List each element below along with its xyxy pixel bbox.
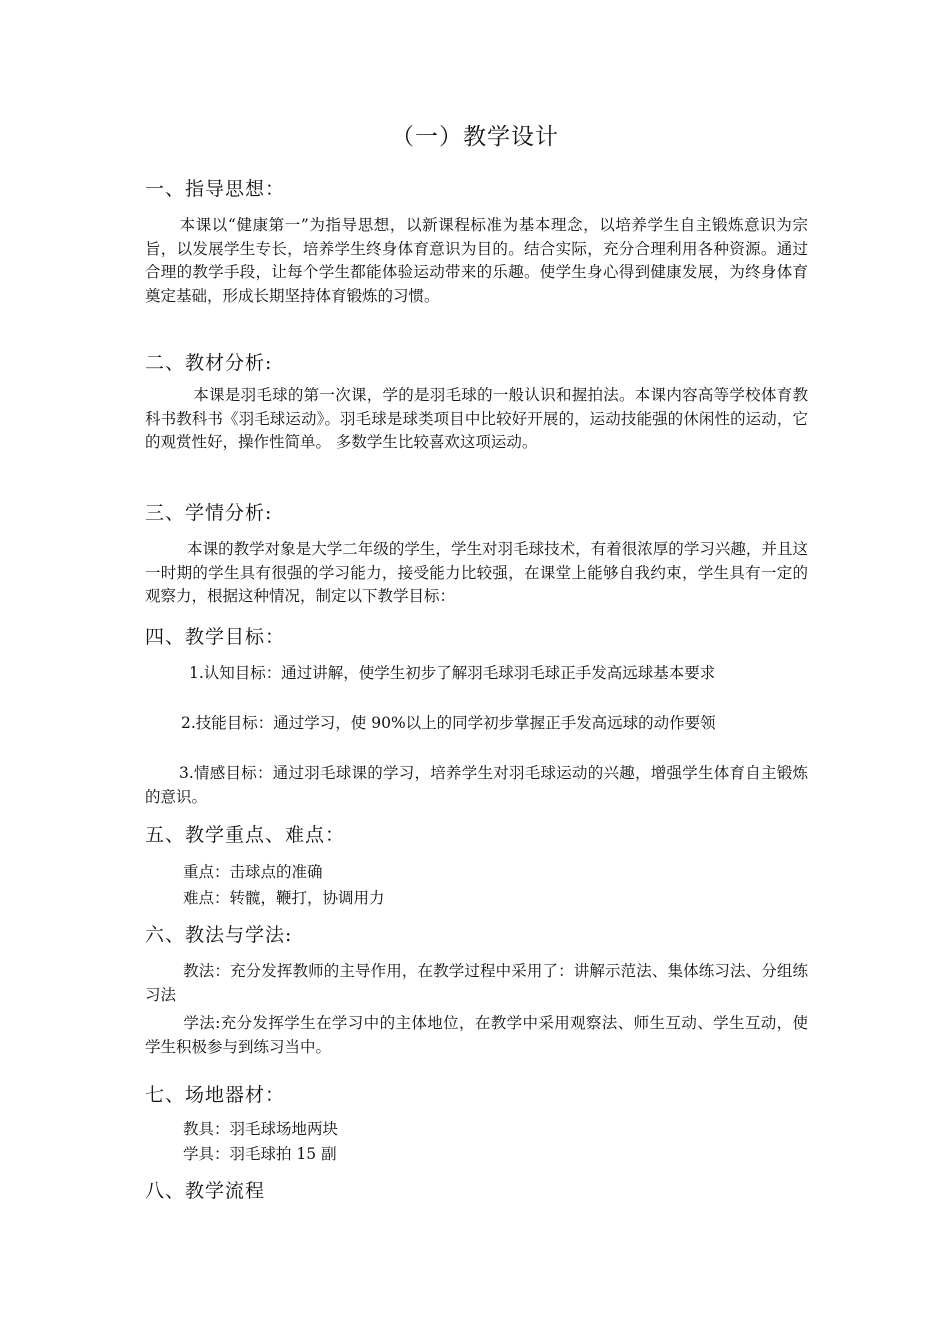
section-heading-material-analysis: 二、教材分析: — [145, 352, 273, 374]
objective-text: 1.认知目标：通过讲解，使学生初步了解羽毛球羽毛球正手发高远球基本要求 — [189, 664, 716, 682]
student-equipment-line: 学具：羽毛球拍 15 副 — [183, 1145, 337, 1163]
paragraph-text: 本课以“健康第一”为指导思想，以新课程标准为基本理念，以培养学生自主锻炼意识为宗旨，以发展学生专长，培养学生终身体育意识为目的。结合实际，充分合理利用各种资源。通过合理的教学手段，让每个学生都能体验运动带来的乐趣。使学生身心得到健康发展，为终身体育奠定基础，形成长期坚持体育锻炼的习惯。 — [145, 216, 808, 305]
paragraph-text: 学法:充分发挥学生在学习中的主体地位，在教学中采用观察法、师生互动、学生互动，使学生积极参与到练习当中。 — [145, 1014, 808, 1056]
teaching-equipment-line: 教具：羽毛球场地两块 — [183, 1120, 339, 1138]
difficulty-line: 难点：转髋，鞭打，协调用力 — [183, 889, 385, 907]
document-title: （一）教学设计 — [391, 124, 559, 150]
section-heading-methods: 六、教法与学法: — [145, 924, 293, 946]
section-heading-guiding-ideology: 一、指导思想： — [145, 178, 286, 200]
objective-text: 3.情感目标：通过羽毛球课的学习，培养学生对羽毛球运动的兴趣，增强学生体育自主锻炼的意识。 — [145, 764, 808, 806]
section-paragraph — [145, 538, 808, 609]
objective-text: 2.技能目标：通过学习，使 90%以上的同学初步掌握正手发高远球的动作要领 — [181, 714, 716, 732]
paragraph-text: 教法：充分发挥教师的主导作用，在教学过程中采用了：讲解示范法、集体练习法、分组练习法 — [145, 962, 808, 1004]
section-heading-teaching-objectives: 四、教学目标： — [145, 626, 286, 648]
section-paragraph — [145, 384, 808, 455]
key-point-line: 重点：击球点的准确 — [183, 863, 323, 881]
paragraph-text: 本课是羽毛球的第一次课，学的是羽毛球的一般认识和握拍法。本课内容高等学校体育教科书教科书《羽毛球运动》。羽毛球是球类项目中比较好开展的，运动技能强的休闲性的运动，它的观赏性好，操作性简单。 多数学生比较喜欢这项运动。 — [145, 386, 808, 451]
learning-method-paragraph — [145, 1012, 808, 1059]
section-heading-equipment: 七、场地器材： — [145, 1084, 286, 1106]
section-paragraph — [145, 214, 808, 308]
section-heading-key-points: 五、教学重点、难点： — [145, 824, 346, 846]
section-heading-student-analysis: 三、学情分析: — [145, 502, 273, 524]
teaching-method-paragraph — [145, 960, 808, 1007]
paragraph-text: 本课的教学对象是大学二年级的学生，学生对羽毛球技术，有着很浓厚的学习兴趣，并且这一时期的学生具有很强的学习能力，接受能力比较强，在课堂上能够自我约束，学生具有一定的观察力，根据这种情况，制定以下教学目标： — [145, 540, 808, 605]
section-heading-teaching-process: 八、教学流程 — [145, 1180, 266, 1202]
objective-item — [145, 662, 808, 686]
objective-item — [145, 712, 808, 736]
objective-item — [145, 762, 808, 809]
